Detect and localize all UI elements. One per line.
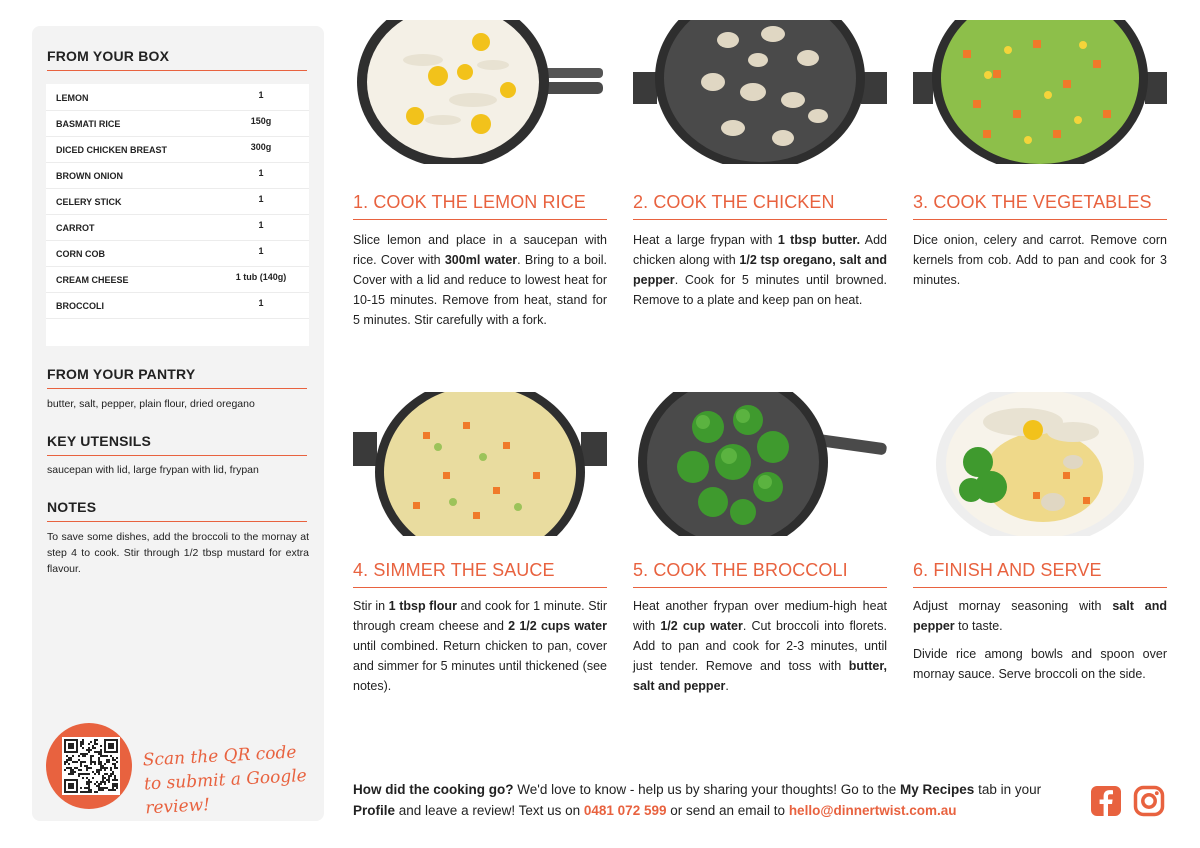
qr-review-text: Scan the QR code to submit a Google review! [142, 742, 308, 819]
step-5-body [633, 596, 887, 704]
bold-text: salt and pepper [913, 599, 1167, 633]
bold-text: My Recipes [900, 782, 975, 797]
step-6-body [913, 596, 1167, 692]
ingredient-name: LEMON [56, 93, 89, 103]
bold-text: Profile [353, 803, 396, 818]
text-segment: Heat a large frypan with [633, 233, 778, 247]
step-paragraph [633, 596, 887, 696]
step-2-body [633, 230, 887, 318]
text-segment: . [725, 679, 729, 693]
step-6-image [913, 392, 1167, 536]
review-footer-text [353, 779, 1073, 821]
ingredient-row [46, 266, 309, 293]
text-segment: tab in your [974, 782, 1042, 797]
text-segment: . Bring to a boil. Cover with a lid and reduce to lowest heat for 10-15 minutes. Remove from heat, stand for 5 minutes. Stir carefully with a fork. [353, 253, 608, 327]
highlight-text[interactable]: 0481 072 599 [583, 803, 667, 818]
bold-text: 1 tbsp flour [388, 599, 457, 613]
pantry-text: butter, salt, pepper, plain flour, dried oregano [47, 398, 255, 410]
ingredient-row [46, 136, 309, 163]
notes-title: NOTES [47, 499, 307, 522]
bold-text: 300ml water [444, 253, 518, 267]
bold-text: 1/2 cup water [660, 619, 743, 633]
step-3-image [913, 20, 1167, 164]
ingredient-qty: 1 [258, 168, 264, 178]
step-5-title: 5. COOK THE BROCCOLI [633, 560, 887, 588]
ingredient-row [46, 292, 309, 319]
step-1-title: 1. COOK THE LEMON RICE [353, 192, 607, 220]
bold-text: 1 tbsp butter. [777, 233, 861, 247]
ingredient-name: BROWN ONION [56, 171, 123, 181]
step-paragraph [633, 230, 887, 310]
bold-text: 2 1/2 cups water [508, 619, 607, 633]
bold-text: butter, salt and pepper [633, 659, 887, 693]
step-6-title: 6. FINISH AND SERVE [913, 560, 1167, 588]
ingredient-qty: 150g [250, 116, 272, 126]
step-4-body [353, 596, 607, 704]
notes-text: To save some dishes, add the broccoli to the mornay at step 4 to cook. Stir through 1/2 tbsp mustard for extra flavour. [47, 531, 309, 575]
ingredient-row [46, 214, 309, 241]
ingredient-row [46, 84, 309, 111]
step-4-image [353, 392, 607, 536]
qr-code[interactable] [62, 737, 120, 795]
ingredient-qty: 300g [250, 142, 272, 152]
step-paragraph [913, 596, 1167, 636]
instagram-icon[interactable] [1133, 785, 1165, 817]
text-segment: Stir in [353, 599, 389, 613]
ingredient-name: CELERY STICK [56, 197, 122, 207]
from-your-pantry-title: FROM YOUR PANTRY [47, 366, 307, 389]
text-segment: until combined. Return chicken to pan, cover and simmer for 5 minutes until thickened (see notes). [353, 639, 607, 693]
step-paragraph [913, 230, 1167, 290]
step-3-body [913, 230, 1167, 298]
text-segment: and leave a review! Text us on [395, 803, 584, 818]
text-segment: or send an email to [666, 803, 789, 818]
ingredients-table [46, 84, 309, 346]
text-segment: Divide rice among bowls and spoon over mornay sauce. Serve broccoli on the side. [913, 647, 1167, 681]
ingredient-row [46, 162, 309, 189]
step-1-image [353, 20, 607, 164]
bold-text: How did the cooking go? [353, 782, 514, 797]
text-segment: Heat another frypan over medium-high heat with [633, 599, 887, 633]
bold-text: 1/2 tsp oregano, salt and pepper [633, 253, 887, 287]
ingredient-name: BASMATI RICE [56, 119, 121, 129]
from-your-box-title: FROM YOUR BOX [47, 48, 307, 71]
step-2-title: 2. COOK THE CHICKEN [633, 192, 887, 220]
text-segment: Dice onion, celery and carrot. Remove corn kernels from cob. Add to pan and cook for 3 minutes. [913, 233, 1167, 287]
step-4-title: 4. SIMMER THE SAUCE [353, 560, 607, 588]
highlight-text[interactable]: hello@dinnertwist.com.au [788, 803, 957, 818]
utensils-text: saucepan with lid, large frypan with lid, frypan [47, 464, 259, 476]
step-paragraph [353, 596, 607, 696]
ingredient-qty: 1 [258, 298, 264, 308]
ingredient-name: CARROT [56, 223, 95, 233]
text-segment: We'd love to know - help us by sharing your thoughts! Go to the [513, 782, 901, 797]
text-segment: Slice lemon and place in a saucepan with rice. Cover with [353, 233, 607, 267]
step-2-image [633, 20, 887, 164]
text-segment: . Cook for 5 minutes until browned. Remove to a plate and keep pan on heat. [633, 273, 887, 307]
step-paragraph [353, 230, 607, 330]
text-segment: Adjust mornay seasoning with [913, 599, 1113, 613]
ingredient-name: DICED CHICKEN BREAST [56, 145, 168, 155]
step-1-body [353, 230, 607, 338]
ingredient-row [46, 110, 309, 137]
text-segment: Add chicken along with [633, 233, 887, 267]
ingredient-name: CORN COB [56, 249, 105, 259]
ingredient-qty: 1 [258, 90, 264, 100]
step-3-title: 3. COOK THE VEGETABLES [913, 192, 1167, 220]
step-paragraph [913, 644, 1167, 684]
text-segment: and cook for 1 minute. Stir through cream cheese and [353, 599, 607, 633]
ingredient-qty: 1 [258, 246, 264, 256]
ingredient-name: BROCCOLI [56, 301, 104, 311]
ingredient-name: CREAM CHEESE [56, 275, 129, 285]
step-5-image [633, 392, 887, 536]
ingredient-row [46, 240, 309, 267]
qr-badge [46, 723, 132, 809]
ingredient-qty: 1 tub (140g) [235, 272, 287, 282]
sidebar [32, 26, 324, 821]
facebook-icon[interactable] [1090, 785, 1122, 817]
text-segment: to taste. [954, 619, 1003, 633]
ingredient-qty: 1 [258, 220, 264, 230]
key-utensils-title: KEY UTENSILS [47, 433, 307, 456]
text-segment: . Cut broccoli into florets. Add to pan and cook for 2-3 minutes, until just tender. Remove and toss with [633, 619, 888, 673]
ingredient-qty: 1 [258, 194, 264, 204]
ingredient-row [46, 188, 309, 215]
